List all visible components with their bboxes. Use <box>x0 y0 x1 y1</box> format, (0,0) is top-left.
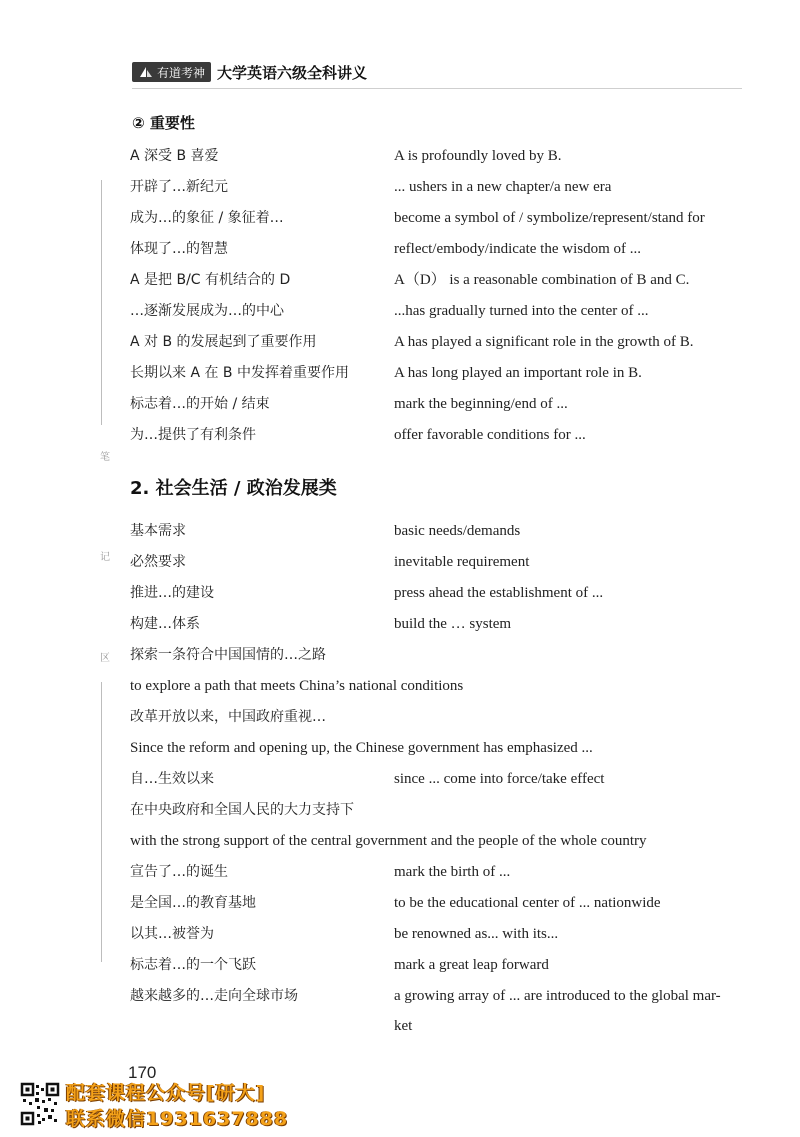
qr-code-icon <box>20 1082 60 1126</box>
chinese-phrase: 是全国…的教育基地 <box>130 895 256 911</box>
chinese-phrase: A 对 B 的发展起到了重要作用 <box>130 334 317 350</box>
english-phrase: with the strong support of the central government and the people of the whole country <box>130 833 647 849</box>
chinese-phrase: 越来越多的…走向全球市场 <box>130 988 298 1004</box>
phrase-row <box>130 612 750 636</box>
page-header <box>132 60 367 84</box>
chinese-phrase: 必然要求 <box>130 554 186 570</box>
phrase-row <box>130 175 750 199</box>
phrase-row <box>130 860 750 884</box>
chinese-phrase: 开辟了…新纪元 <box>130 179 228 195</box>
phrase-row <box>130 392 750 416</box>
english-phrase: ... ushers in a new chapter/a new era <box>394 179 612 195</box>
english-phrase: mark the birth of ... <box>394 864 511 880</box>
phrase-row <box>130 953 750 977</box>
long-entry-english <box>130 674 750 698</box>
english-phrase: A has played a significant role in the growth of B. <box>394 334 694 350</box>
promo-line-2: 联系微信1931637888 <box>66 1108 289 1130</box>
chinese-phrase: 长期以来 A 在 B 中发挥着重要作用 <box>130 365 349 381</box>
chinese-phrase: 标志着…的开始 / 结束 <box>130 396 270 412</box>
long-entry-chinese <box>130 798 750 822</box>
chinese-phrase: 自…生效以来 <box>130 771 214 787</box>
english-phrase: since ... come into force/take effect <box>394 771 605 787</box>
continuation-row <box>130 1014 750 1038</box>
phrase-row <box>130 519 750 543</box>
english-phrase: A（D） is a reasonable combination of B and C. <box>394 272 690 288</box>
chinese-phrase: A 深受 B 喜爱 <box>130 148 219 164</box>
phrase-row <box>130 984 750 1008</box>
english-phrase: Since the reform and opening up, the Chinese government has emphasized ... <box>130 740 593 756</box>
english-phrase: offer favorable conditions for ... <box>394 427 586 443</box>
english-phrase: A is profoundly loved by B. <box>394 148 562 164</box>
phrase-row <box>130 550 750 574</box>
english-phrase: inevitable requirement <box>394 554 530 570</box>
chinese-phrase: 宣告了…的诞生 <box>130 864 228 880</box>
english-phrase: A has long played an important role in B. <box>394 365 642 381</box>
subsection-heading: ② 重要性 <box>132 114 195 132</box>
chinese-phrase: 推进…的建设 <box>130 585 214 601</box>
english-phrase: be renowned as... with its... <box>394 926 559 942</box>
english-continuation: ket <box>394 1018 413 1034</box>
phrase-row <box>130 767 750 791</box>
chinese-phrase: 在中央政府和全国人民的大力支持下 <box>130 802 354 818</box>
phrase-row <box>130 268 750 292</box>
publisher-logo <box>132 62 211 82</box>
chinese-phrase: 成为…的象征 / 象征着… <box>130 210 284 226</box>
phrase-row <box>130 361 750 385</box>
chinese-phrase: A 是把 B/C 有机结合的 D <box>130 272 291 288</box>
phrase-row <box>130 299 750 323</box>
book-title: 大学英语六级全科讲义 <box>217 63 368 82</box>
long-entry-chinese <box>130 643 750 667</box>
english-phrase: mark a great leap forward <box>394 957 549 973</box>
long-entry-english <box>130 829 750 853</box>
margin-rule-bottom <box>101 682 102 962</box>
english-phrase: to be the educational center of ... nationwide <box>394 895 661 911</box>
phrase-row <box>130 423 750 447</box>
header-divider <box>132 88 742 89</box>
english-phrase: ...has gradually turned into the center of ... <box>394 303 649 319</box>
english-phrase: basic needs/demands <box>394 523 521 539</box>
chinese-phrase: 标志着…的一个飞跃 <box>130 957 256 973</box>
phrase-row <box>130 330 750 354</box>
promo-watermark <box>0 1078 330 1130</box>
chinese-phrase: …逐渐发展成为…的中心 <box>130 303 284 319</box>
phrase-row <box>130 237 750 261</box>
english-phrase: press ahead the establishment of ... <box>394 585 604 601</box>
phrase-row <box>130 206 750 230</box>
chinese-phrase: 为…提供了有利条件 <box>130 427 256 443</box>
english-phrase: a growing array of ... are introduced to the global mar- <box>394 988 721 1004</box>
margin-note-bi: 笔 <box>100 452 110 463</box>
chinese-phrase: 基本需求 <box>130 523 186 539</box>
margin-note-ji: 记 <box>100 552 110 563</box>
english-phrase: reflect/embody/indicate the wisdom of ... <box>394 241 642 257</box>
phrase-row <box>130 922 750 946</box>
margin-note-qu: 区 <box>100 653 110 664</box>
english-phrase: build the … system <box>394 616 512 632</box>
chinese-phrase: 体现了…的智慧 <box>130 241 228 257</box>
chinese-phrase: 探索一条符合中国国情的…之路 <box>130 647 326 663</box>
phrase-row <box>130 581 750 605</box>
chinese-phrase: 构建…体系 <box>130 616 200 632</box>
page-number: 170 <box>128 1063 157 1082</box>
phrase-row <box>130 891 750 915</box>
english-phrase: mark the beginning/end of ... <box>394 396 568 412</box>
long-entry-english <box>130 736 750 760</box>
logo-text: 有道考神 <box>157 65 206 80</box>
margin-rule-top <box>101 180 102 425</box>
chinese-phrase: 改革开放以来，中国政府重视… <box>130 709 326 725</box>
english-phrase: become a symbol of / symbolize/represent/stand for <box>394 210 705 226</box>
english-phrase: to explore a path that meets China’s national conditions <box>130 678 464 694</box>
long-entry-chinese <box>130 705 750 729</box>
phrase-row <box>130 144 750 168</box>
chinese-phrase: 以其…被誉为 <box>130 926 214 942</box>
sail-logo-icon <box>138 66 154 78</box>
section-title: 2. 社会生活 / 政治发展类 <box>130 478 337 499</box>
promo-line-1: 配套课程公众号[研大] <box>66 1082 266 1104</box>
